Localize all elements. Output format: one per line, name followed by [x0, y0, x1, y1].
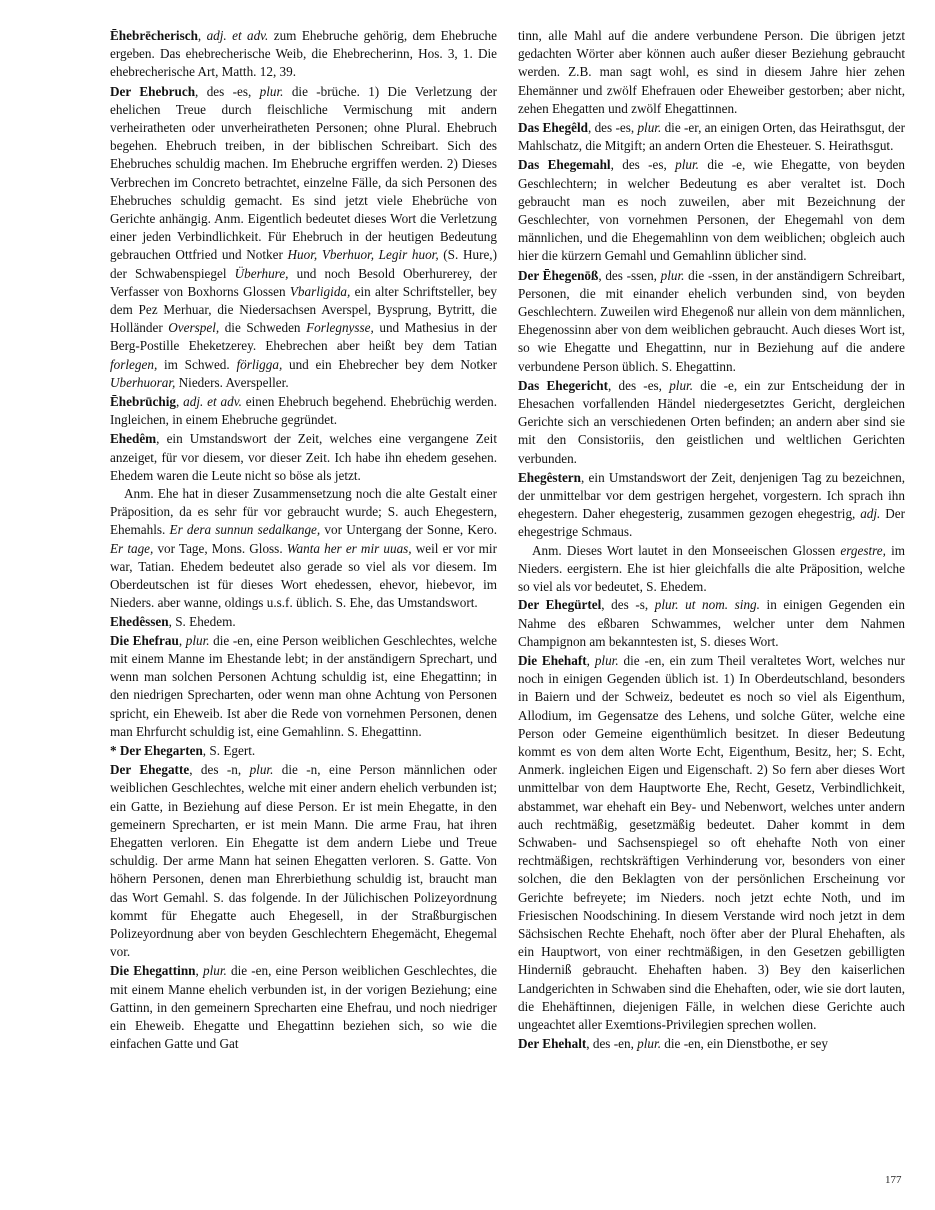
entry-ehegenoss: Der Ēhegenōß, des -ssen, plur. die -ssen, in der anständigern Schreibart, Personen, die mit einander ehelich verbunden sind, von beyden Geschlechtern. Zuweilen wird Ehegenoß nur allein von dem männlichen, Ehegenossinn aber von dem weiblichen gebraucht. Auch dieses Wort ist, so wie Ehegatte und Ehegattinn, nur in Beziehung auf die andere verbundene Person üblich. S. Ehegattinn.: [518, 267, 905, 374]
headword: Ēhebrēcherisch: [110, 28, 198, 43]
entry-ehegarten: * Der Ehegarten, S. Egert.: [110, 742, 256, 758]
entry-ehegeld: Das Ehegêld, des -es, plur. die -er, an einigen Orten, das Heirathsgut, der Mahlschatz, die Mitgift; an andern Orten die Ehesteuer. S. Heirathsgut.: [518, 120, 905, 154]
entry-ehedem: Ehedêm, ein Umstandswort der Zeit, welches eine vergangene Zeit anzeiget, für vor diesem, vor dieser Zeit. Ich habe ihn ehedem gesehen. Ehedem waren die Leute nicht so böse als jetzt.: [110, 431, 497, 483]
headword: Ehegêstern: [518, 469, 581, 485]
headword: Der Ēhegenōß: [518, 267, 599, 283]
entry-ehebruechig: Ēhebrūchig, adj. et adv. einen Ehebruch begehend. Ehebrüchig werden. Ingleichen, in einem Ehebruche gegründet.: [110, 394, 497, 428]
left-column: [110, 27, 497, 1054]
headword: Ēhebrūchig: [110, 394, 176, 410]
entry-ehedessen: Ehedêssen, S. Ehedem.: [110, 613, 236, 629]
headword: * Der Ehegarten: [110, 742, 203, 758]
headword: Die Ehehaft: [518, 652, 587, 668]
right-column: [518, 27, 905, 1054]
headword: Das Ehegericht: [518, 377, 608, 393]
headword: Die Ehefrau: [110, 632, 179, 648]
headword: Das Ehegemahl: [518, 157, 611, 173]
entry-ehegattinn: Die Ehegattinn, plur. die -en, eine Person weiblichen Geschlechtes, die mit einem Manne ehelich verbunden ist, in der vorigen Beziehung; eine Gattinn, in den gemeinern Sprecharten eine Ehefrau, und noch niedriger ein Eheweib. Ehegatte und Ehegattinn beziehen sich, so wie die einfachen Gatte und Gat: [110, 963, 498, 1052]
headword: Ehedêssen: [110, 613, 169, 629]
headword: Ehedêm: [110, 431, 157, 447]
dictionary-page: [110, 27, 906, 1187]
entry-ehefrau: Die Ehefrau, plur. die -en, eine Person weiblichen Geschlechtes, welche mit einem Manne im Ehestande lebt; in der anständigern Sprechart, und wenn man solchen Personen Achtung schuldig ist, eine Ehegattinn; in den niedrigen Sprecharten, oder wenn man ohne Achtung von Personen spricht, ein Eheweib. Ist aber die Rede von vornehmen Personen, denen man Ehrfurcht schuldig ist, eine Gemahlinn. S. Ehegattinn.: [110, 632, 497, 739]
entry-ehebruch: Der Ehebruch, des -es, plur. die -brüche. 1) Die Verletzung der ehelichen Treue durch fleischliche Vermischung mit andern verheiratheten oder unverheiratheten Personen; ohne Plural. Ehebruch begehen. Ehebruch treiben, in der biblischen Schreibart. Sich des Ehebruches schuldig machen. Im Ehebruche ergriffen werden. 2) Dieses Verbrechen im Concreto betrachtet, einzelne Fälle, da sich Personen des Ehebruches schuldig gemacht. Es sind jetzt viele Ehebrüche von Gerichte anhängig. Anm. Eigentlich bedeutet dieses Wort die Verletzung einer jeden Verbindlichkeit. Für Ehebruch in der heutigen Bedeutung gebrauchen Ottfried und Notker Huor, Vberhuor, Legir huor, (S. Hure,) der Schwabenspiegel Überhure, und noch Besold Oberhurerey, der Verfasser von Boxhorns Glossen Vbarligida, ein alter Schriftsteller, bey dem Pez Merhuar, die Niedersachsen Averspel, Bysprung, Bytritt, die Holländer Overspel, die Schweden Forlegnysse, und Mathesius in der Berg-Postille Eheketzerey. Ehebrechen aber heißt bey dem Tatian forlegen, im Schwed. förligga, und ein Ehebrecher bey dem Notker Uberhuorar, Nieders. Averspeller.: [110, 83, 498, 390]
entry-ehegestern: Ehegêstern, ein Umstandswort der Zeit, denjenigen Tag zu bezeichnen, der unmittelbar vor dem gestrigen hergehet, vorgestern. Ich sprach ihn ehegestern. Daher ehegesterig, zusammen gezogen ehegestrig, adj. Der ehegestrige Schmaus.: [518, 469, 905, 540]
entry-ehegemahl: Das Ehegemahl, des -es, plur. die -e, wie Ehegatte, von beyden Geschlechtern; in welcher Bedeutung es aber veraltet ist. Doch gebraucht man es noch zuweilen, aber mit Bezeichnung der Geschlechter, von vornehmen Personen, der Ehegemahl von dem männlichen, und die Ehegemahlinn von dem weiblichen; obgleich auch hier die kürzern Gemahl und Gemahlinn üblicher sind.: [518, 157, 905, 264]
entry-ehegericht: Das Ehegericht, des -es, plur. die -e, ein zur Entscheidung der in Ehesachen vorfallenden Händel niedergesetztes Gericht, dergleichen Gerichte sich an verschiedenen Orten befinden; an andern aber sind sie mit den Consistoriis, den geistlichen und weltlichen Gerichten verbunden.: [518, 377, 906, 466]
entry-ehehalt: Der Ehehalt, des -en, plur. die -en, ein Dienstbothe, er sey: [518, 1036, 828, 1052]
entry-ehegestern-note: Anm. Dieses Wort lautet in den Monseeischen Glossen ergestre, im Nieders. eergistern. Ehe ist hier gleichfalls die alte Präposition, welche so viel als vor bedeutet, S. Ehedem.: [518, 542, 906, 595]
entry-ehehaft: Die Ehehaft, plur. die -en, ein zum Theil veraltetes Wort, welches nur noch in einigen Gegenden üblich ist. 1) In Oberdeutschland, besonders in Baiern und der Schweiz, bedeutet es noch so viel als Eigenthum, Allodium, im Gegensatze des Lehens, und solche Güter, welche eine Person oder Gemeine eigenthümlich besitzet. In dieser Bedeutung kommt es von dem alten Worte Echt, Eigenthum, Besitz, her; S. Echt, Anmerk. ingleichen Eigen und Eigenschaft. 2) So fern aber dieses Wort unmittelbar von dem Hauptworte Ehe, Recht, Gesetz, Verbindlichkeit, abstammet, war ehehaft ein Bey- und Nebenwort, welches unter andern auch rechtmäßig, gesetzmäßig bedeutet. Daher kommt in dem Schwaben- und Sachsenspiegel so oft ehehafte Noth von einer rechtmäßigen, rechtskräftigen Verhinderung vor, besonders von einer solchen, die den Beklagten von der persönlichen Erscheinung vor Gerichte befreyete; im Nieders. noch jetzt echte Noth, und im Friesischen Noodschining. In diesem Verstande wird noch jetzt in dem Sächsischen Rechte Ehehaft, noch öfter aber der Plural Ehehaften, als ein Hauptwort, von einer rechtmäßigen, in den Gesetzen gebilligten Hinderniß gebraucht. Ehehaften haben. 3) Bey den kaiserlichen Landgerichten in Schwaben sind die Ehehaften, oder, wie sie dort lauten, die Ehehäftinnen, diejenigen Fälle, in welchen diese Gerichte auch ungeachtet aller Exemtions-Privilegien sprechen wollen.: [518, 652, 905, 1032]
entry-ehedem-note: Anm. Ehe hat in dieser Zusammensetzung noch die alte Gestalt einer Präposition, da es sehr für vor gebraucht wurde; S. auch Ehegestern, Ehemahls. Er dera sunnun sedalkange, vor Untergang der Sonne, Kero. Er tage, vor Tage, Mons. Gloss. Wanta her er mir uuas, weil er vor mir war, Tatian. Ehedem bedeutet also gerade so viel als vor diesem. Im Oberdeutschen ist für dieses Wort ehedessen, ehevor, hiebevor, im Nieders. aber wanne, oldings u.s.f. üblich. S. Ehe, das Umstandswort.: [110, 486, 497, 611]
headword: Der Ehebruch: [110, 83, 196, 99]
entry-ehegatte: Der Ehegatte, des -n, plur. die -n, eine Person männlichen oder weiblichen Geschlechtes, welche mit einer andern ehelich verbunden ist; ein Gatte, in Beziehung auf diese Person. Er ist mein Ehegatte, in den gemeinern Sprecharten, er ist mein Mann. Die arme Frau, hat ihren Ehegatten verloren. Ein Ehegatte ist dem andern Liebe und Treue schuldig. Der arme Mann hat seinen Ehegatten verloren. S. Gatte. Von höhern Personen, denen man Ehrerbiethung schuldig ist, braucht man das Wort Gemahl. S. das folgende. In der Jülichischen Polizeyordnung kommt für Ehegatte auch Ehegesell, in der Straßburgischen Polizeyordnung aber von beyden Geschlechtern Ehegemächt, Ehegemal vor.: [110, 762, 497, 960]
headword: Der Ehehalt: [518, 1036, 587, 1052]
headword: Die Ehegattinn: [110, 963, 196, 979]
headword: Der Ehegürtel: [518, 597, 602, 613]
entry-ehegattinn-continued: tinn, alle Mahl auf die andere verbundene Person. Die übrigen jetzt gedachten Wörter aber können auch außer dieser Beziehung gebraucht werden. Z.B. man sagt wohl, es sind in diesem Jahre hier zehen Ehemänner und zwölf Ehefrauen oder Eheweiber gestorben; aber nicht, zehen Ehegatten und zwölf Ehegattinnen.: [518, 28, 905, 116]
headword: Der Ehegatte: [110, 762, 190, 778]
entry-ehebrecherisch: Ēhebrēcherisch, adj. et adv. zum Ehebruche gehörig, dem Ehebruche ergeben. Das ehebrecherische Weib, die Ehebrecherinn, Hos. 3, 1. Die ehebrecherische Art, Matth. 12, 39.: [110, 28, 497, 80]
entry-ehegurtel: Der Ehegürtel, des -s, plur. ut nom. sing. in einigen Gegenden ein Nahme des eßbaren Schwammes, welcher unter dem Nahmen Champignon am bekanntesten ist, S. dieses Wort.: [518, 597, 905, 649]
headword: Das Ehegêld: [518, 120, 588, 136]
page-number: 177: [885, 1174, 902, 1186]
